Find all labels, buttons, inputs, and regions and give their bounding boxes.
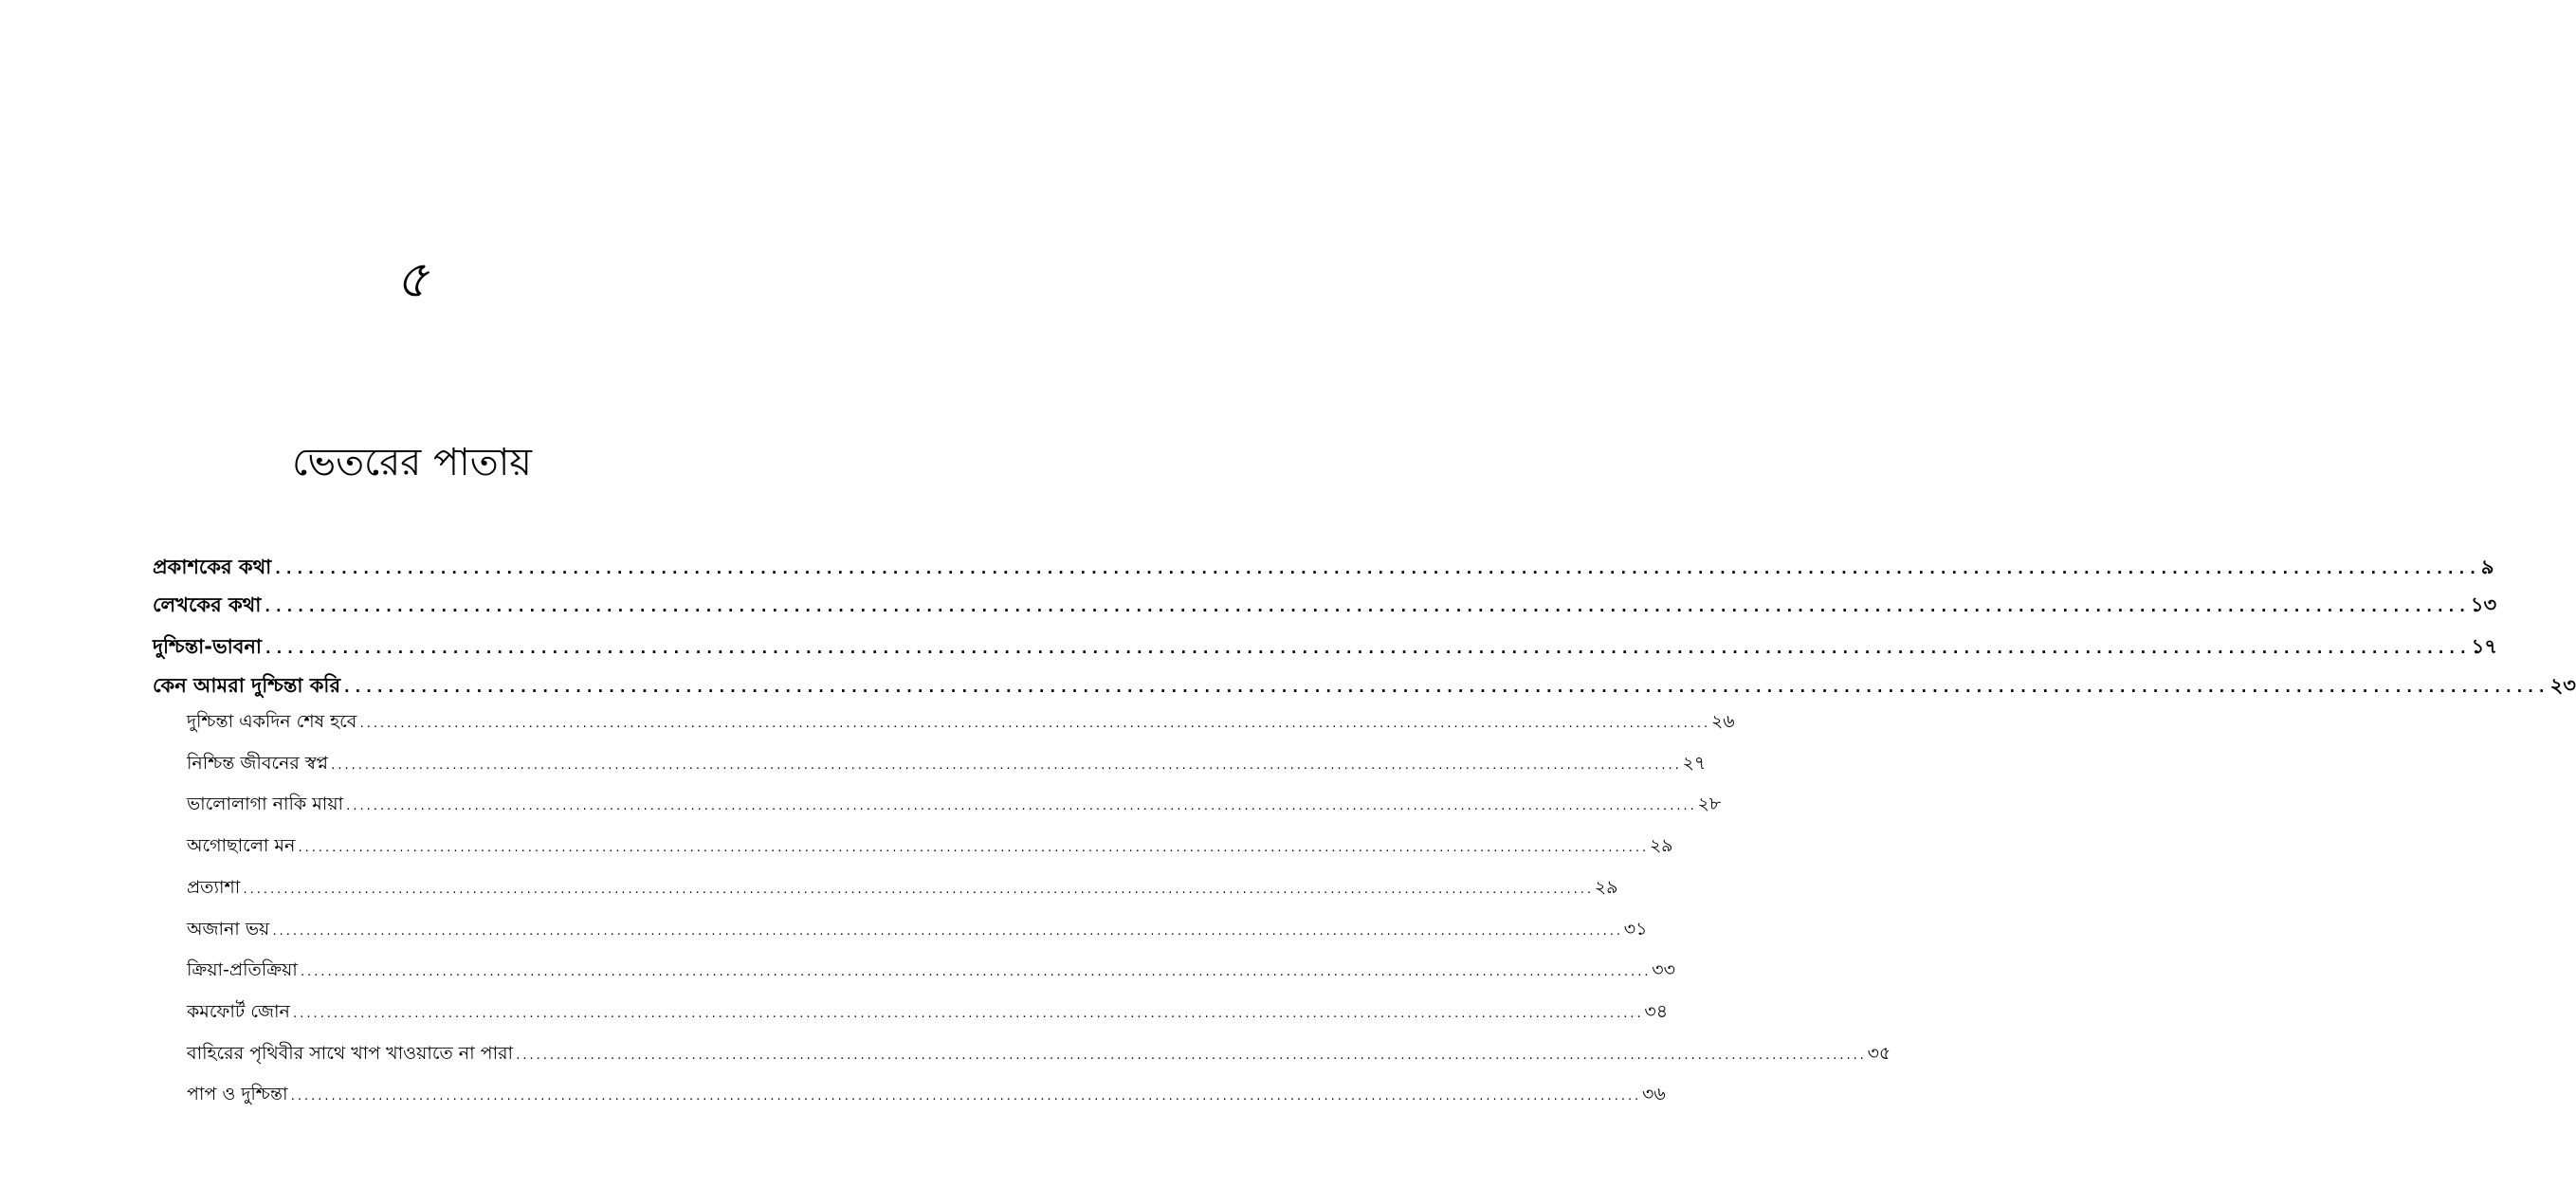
toc-subentry-title: কমফোর্ট জোন [187, 1001, 290, 1022]
toc-subentry[interactable] [187, 1043, 1891, 1066]
toc-subentry-page: ২৯ [1594, 877, 1618, 898]
toc-subentry[interactable] [187, 1084, 1666, 1106]
toc-subentry-title: প্রত্যাশা [187, 877, 241, 898]
toc-subentry-page: ২৯ [1649, 835, 1673, 856]
toc-subentry-page: ৩১ [1623, 919, 1648, 940]
toc-subentry-title: অগোছালো মন [187, 835, 296, 856]
ornament-glyph: ৫ [394, 249, 429, 309]
toc-entry[interactable] [153, 593, 2497, 617]
toc-entry-title: দুশ্চিন্তা-ভাবনা [153, 635, 263, 658]
dot-leader: ........................................................................................................................................................................................................ [345, 800, 1696, 812]
dot-leader: ........................................................................................................................................................................................................ [515, 1049, 1866, 1062]
dot-leader: ........................................................................................................................................................................................................ [273, 559, 2479, 577]
toc-subentry-page: ২৬ [1710, 711, 1735, 732]
toc-subentry-page: ২৭ [1682, 753, 1707, 774]
toc-subentry[interactable] [187, 835, 1673, 858]
dot-leader: ........................................................................................................................................................................................................ [291, 1008, 1643, 1020]
toc-entry[interactable] [153, 555, 2494, 579]
toc-entry[interactable] [153, 673, 2576, 698]
toc-subentry-title: দুশ্চিন্তা একদিন শেষ হবে [187, 711, 357, 732]
dot-leader: ........................................................................................................................................................................................................ [289, 1090, 1640, 1103]
toc-subentry-title: পাপ ও দুশ্চিন্তা [187, 1084, 288, 1104]
toc-subentry-title: অজানা ভয় [187, 919, 270, 940]
toc-subentry-page: ৩৬ [1641, 1084, 1666, 1104]
toc-subentry-page: ৩৩ [1652, 959, 1676, 980]
dot-leader: ........................................................................................................................................................................................................ [342, 678, 2549, 696]
toc-subentry[interactable] [187, 919, 1648, 941]
toc-subentry[interactable] [187, 1001, 1669, 1024]
toc-entry-page: ২৩ [2549, 674, 2576, 697]
toc-subentry-page: ৩৫ [1867, 1043, 1891, 1064]
toc-subentry-page: ৩৪ [1644, 1001, 1669, 1022]
dot-leader: ........................................................................................................................................................................................................ [358, 718, 1709, 730]
dot-leader: ........................................................................................................................................................................................................ [263, 597, 2469, 615]
dot-leader: ........................................................................................................................................................................................................ [299, 966, 1651, 978]
toc-entry-title: লেখকের কথা [153, 593, 262, 616]
dot-leader: ........................................................................................................................................................................................................ [242, 884, 1593, 896]
toc-subentry-page: ২৮ [1697, 794, 1722, 814]
toc-entry[interactable] [153, 634, 2497, 659]
page-title: ভেতরের পাতায় [292, 441, 532, 484]
toc-subentry-title: ভালোলাগা নাকি মায়া [187, 794, 344, 814]
toc-subentry[interactable] [187, 753, 1707, 775]
toc-entry-title: কেন আমরা দুশ্চিন্তা করি [153, 674, 340, 697]
toc-subentry[interactable] [187, 794, 1722, 816]
toc-subentry[interactable] [187, 877, 1618, 900]
toc-entry-page: ১৭ [2471, 635, 2497, 658]
toc-subentry-title: বাহিরের পৃথিবীর সাথে খাপ খাওয়াতে না পারা [187, 1043, 514, 1064]
toc-subentry[interactable] [187, 959, 1676, 982]
toc-subentry-title: ক্রিয়া-প্রতিক্রিয়া [187, 959, 298, 980]
dot-leader: ........................................................................................................................................................................................................ [264, 639, 2470, 657]
dot-leader: ........................................................................................................................................................................................................ [297, 842, 1648, 854]
toc-entry-title: প্রকাশকের কথা [153, 556, 272, 578]
toc-entry-page: ১৩ [2470, 593, 2497, 616]
dot-leader: ........................................................................................................................................................................................................ [271, 925, 1622, 938]
toc-subentry-title: নিশ্চিন্ত জীবনের স্বপ্ন [187, 753, 328, 774]
toc-subentry[interactable] [187, 711, 1735, 734]
dot-leader: ........................................................................................................................................................................................................ [329, 759, 1681, 772]
toc-entry-page: ৯ [2480, 556, 2494, 578]
